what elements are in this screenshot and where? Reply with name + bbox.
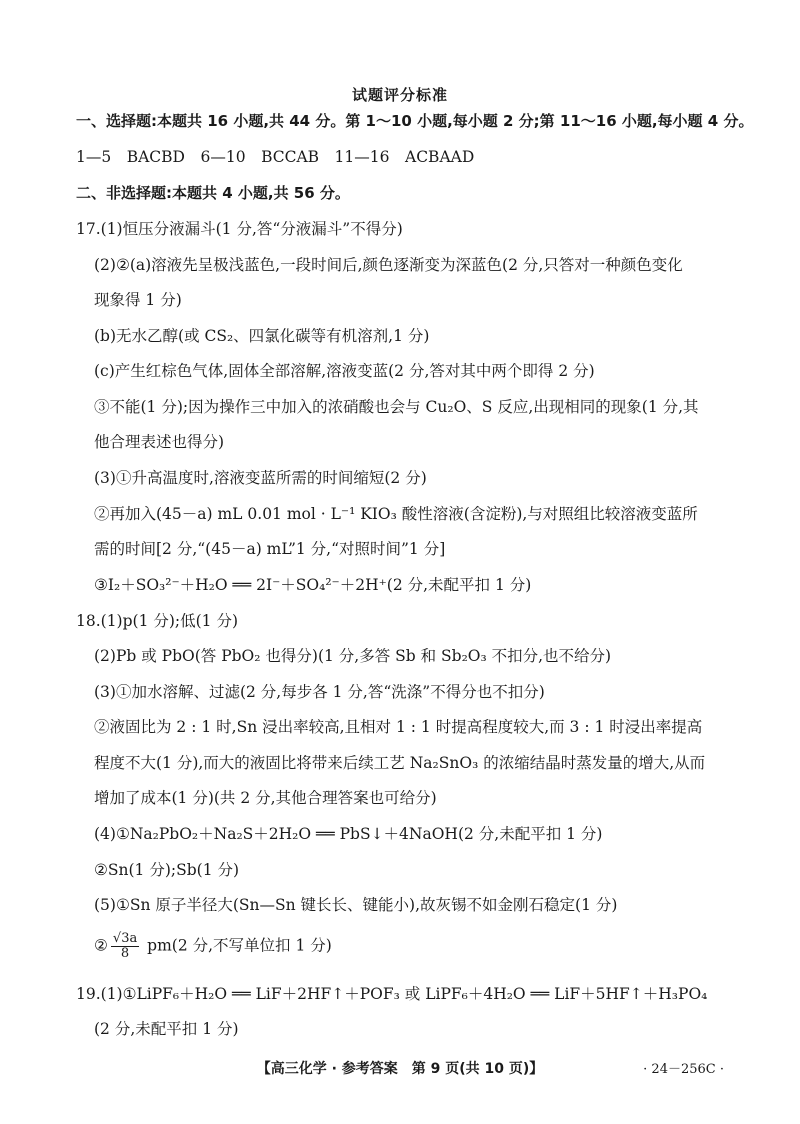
nonchoice-section-header: 二、非选择题:本题共 4 小题,共 56 分。	[76, 184, 350, 202]
q17-line-8: (3)①升高温度时,溶液变蓝所需的时间缩短(2 分)	[94, 469, 427, 487]
q18-line-7: (4)①Na₂PbO₂＋Na₂S＋2H₂O ══ PbS↓＋4NaOH(2 分,未配平扣 1 分)	[94, 825, 603, 843]
choice-answers: 1—5 BACBD 6—10 BCCAB 11—16 ACBAAD	[76, 148, 475, 166]
q17-line-4: (b)无水乙醇(或 CS₂、四氯化碳等有机溶剂,1 分)	[94, 327, 430, 345]
q17-line-1: 17.(1)恒压分液漏斗(1 分,答“分液漏斗”不得分)	[76, 220, 403, 238]
q18-line-10-suffix: pm(2 分,不写单位扣 1 分)	[147, 936, 332, 955]
q18-line-2: (2)Pb 或 PbO(答 PbO₂ 也得分)(1 分,多答 Sb 和 Sb₂O₃ 不扣分,也不给分)	[94, 647, 612, 665]
q17-line-10: 需的时间[2 分,“(45－a) mL”1 分,“对照时间”1 分]	[94, 540, 446, 558]
q17-line-5: (c)产生红棕色气体,固体全部溶解,溶液变蓝(2 分,答对其中两个即得 2 分)	[94, 362, 595, 380]
sqrt3a-over-8-fraction	[111, 932, 139, 961]
q18-line-9: (5)①Sn 原子半径大(Sn—Sn 键长长、键能小),故灰锡不如金刚石稳定(1 分)	[94, 896, 618, 914]
q18-line-6: 增加了成本(1 分)(共 2 分,其他合理答案也可给分)	[94, 789, 437, 807]
q17-line-2: (2)②(a)溶液先呈极浅蓝色,一段时间后,颜色逐渐变为深蓝色(2 分,只答对一种颜色变化	[94, 256, 683, 274]
q19-line-1: 19.(1)①LiPF₆＋H₂O ══ LiF＋2HF↑＋POF₃ 或 LiPF₆＋4H₂O ══ LiF＋5HF↑＋H₃PO₄	[76, 985, 708, 1003]
footer-page-info: 【高三化学 · 参考答案 第 9 页(共 10 页)】	[256, 1061, 544, 1077]
q19-line-2: (2 分,未配平扣 1 分)	[94, 1020, 239, 1038]
q17-line-7: 他合理表述也得分)	[94, 433, 225, 451]
q17-line-3: 现象得 1 分)	[94, 291, 182, 309]
fraction-numerator: √3a	[112, 931, 138, 946]
q18-line-8: ②Sn(1 分);Sb(1 分)	[94, 861, 240, 879]
q18-line-1: 18.(1)p(1 分);低(1 分)	[76, 612, 239, 630]
q18-line-3: (3)①加水溶解、过滤(2 分,每步各 1 分,答“洗涤”不得分也不扣分)	[94, 683, 545, 701]
fraction-denominator: 8	[120, 946, 130, 961]
q18-line-5: 程度不大(1 分),而大的液固比将带来后续工艺 Na₂SnO₃ 的浓缩结晶时蒸发量的增大,从而	[94, 754, 706, 772]
page-title: 试题评分标准	[351, 86, 448, 104]
q18-line-10-prefix: ②	[94, 936, 108, 955]
q17-line-11: ③I₂＋SO₃²⁻＋H₂O ══ 2I⁻＋SO₄²⁻＋2H⁺(2 分,未配平扣 1 分)	[94, 576, 532, 594]
q18-line-4: ②液固比为 2 : 1 时,Sn 浸出率较高,且相对 1 : 1 时提高程度较大,而 3 : 1 时浸出率提高	[94, 718, 703, 736]
choice-section-header: 一、选择题:本题共 16 小题,共 44 分。第 1～10 小题,每小题 2 分;第 11～16 小题,每小题 4 分。	[76, 112, 754, 130]
footer-code: · 24－256C ·	[643, 1062, 724, 1077]
q18-line-10	[94, 932, 332, 961]
q17-line-9: ②再加入(45－a) mL 0.01 mol · L⁻¹ KIO₃ 酸性溶液(含淀粉),与对照组比较溶液变蓝所	[94, 505, 698, 523]
q17-line-6: ③不能(1 分);因为操作三中加入的浓硝酸也会与 Cu₂O、S 反应,出现相同的现象(1 分,其	[94, 398, 699, 416]
